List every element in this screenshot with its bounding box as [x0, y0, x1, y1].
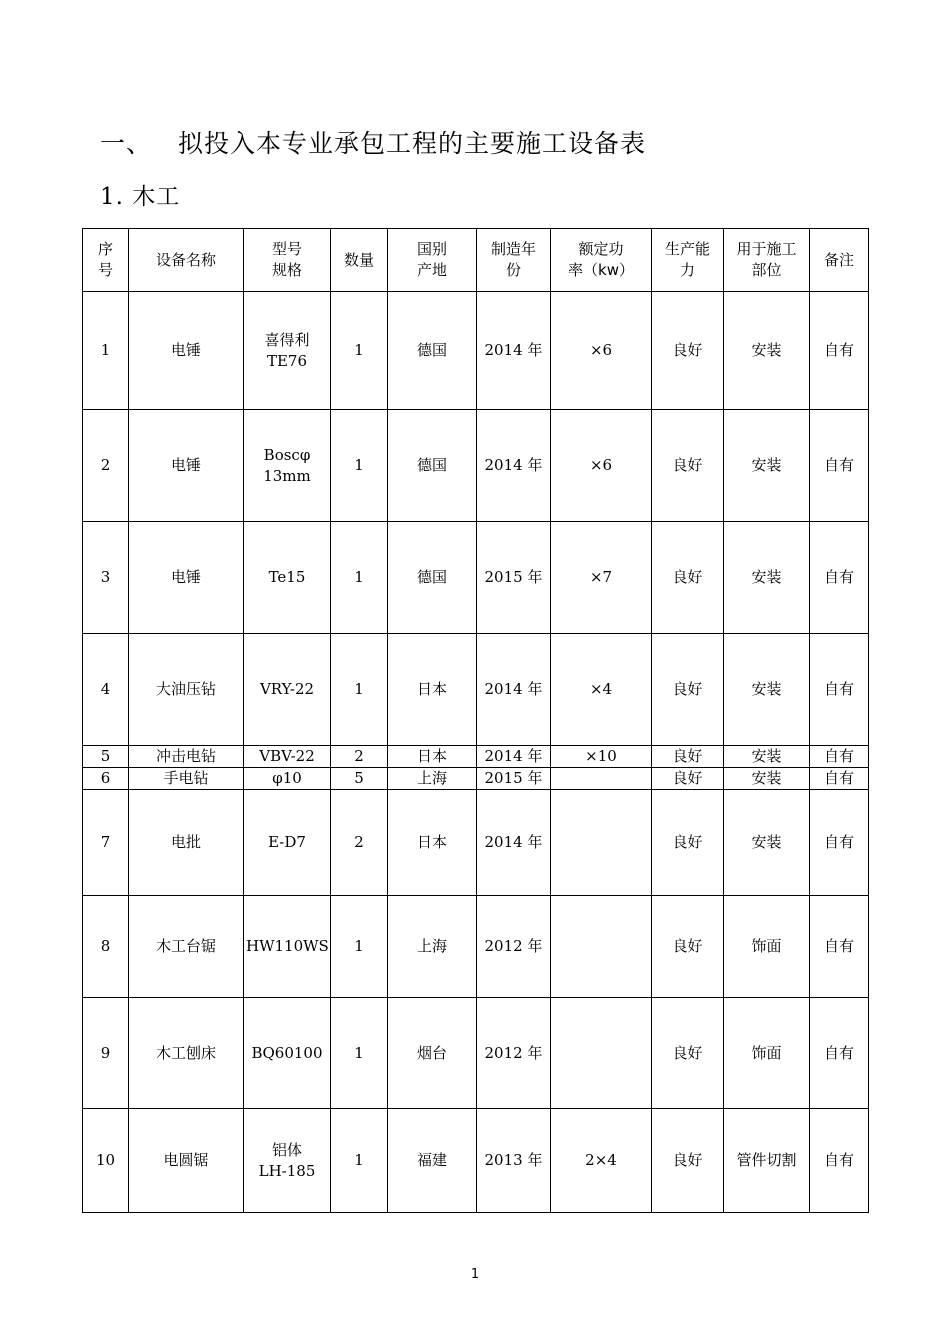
table-cell: 上海	[388, 896, 477, 998]
table-cell: 2014 年	[477, 634, 551, 746]
table-cell: 良好	[652, 522, 724, 634]
table-cell: 良好	[652, 896, 724, 998]
table-cell: ×7	[551, 522, 652, 634]
table-cell: 德国	[388, 522, 477, 634]
table-cell	[551, 998, 652, 1109]
table-cell: 自有	[810, 410, 869, 522]
page-number: 1	[470, 1267, 480, 1282]
table-cell: VRY-22	[244, 634, 331, 746]
table-cell: 6	[83, 768, 129, 790]
table-cell: 自有	[810, 790, 869, 896]
equipment-table	[82, 228, 869, 1213]
table-cell: 2	[331, 790, 388, 896]
header-cell: 用于施工 部位	[724, 229, 810, 292]
table-cell: 日本	[388, 790, 477, 896]
table-cell: 良好	[652, 768, 724, 790]
table-row	[83, 522, 869, 634]
table-cell: 电圆锯	[129, 1109, 244, 1213]
table-cell: 自有	[810, 896, 869, 998]
table-cell: 1	[331, 292, 388, 410]
table-cell: 1	[331, 522, 388, 634]
table-cell: 自有	[810, 634, 869, 746]
table-cell: 饰面	[724, 896, 810, 998]
table-cell: 铝体 LH-185	[244, 1109, 331, 1213]
table-cell: 1	[331, 634, 388, 746]
table-cell	[551, 896, 652, 998]
table-cell: 安装	[724, 522, 810, 634]
table-cell	[551, 790, 652, 896]
table-cell	[551, 768, 652, 790]
table-cell: 5	[83, 746, 129, 768]
table-cell: 良好	[652, 998, 724, 1109]
table-cell: ×10	[551, 746, 652, 768]
section-title: 拟投入本专业承包工程的主要施工设备表	[178, 129, 647, 158]
table-cell: 安装	[724, 292, 810, 410]
table-cell: 德国	[388, 410, 477, 522]
table-cell: 自有	[810, 292, 869, 410]
header-cell: 国别 产地	[388, 229, 477, 292]
table-cell: ×6	[551, 410, 652, 522]
table-cell: 良好	[652, 292, 724, 410]
table-cell: 自有	[810, 746, 869, 768]
table-cell: ×4	[551, 634, 652, 746]
table-cell: 自有	[810, 522, 869, 634]
table-row	[83, 410, 869, 522]
table-cell: 良好	[652, 1109, 724, 1213]
table-cell: 德国	[388, 292, 477, 410]
table-cell: 2	[83, 410, 129, 522]
table-cell: 电锤	[129, 292, 244, 410]
table-header-row	[83, 229, 869, 292]
table-cell: 良好	[652, 410, 724, 522]
table-cell: 福建	[388, 1109, 477, 1213]
table-row	[83, 1109, 869, 1213]
table-cell: 2012 年	[477, 896, 551, 998]
table-cell: 饰面	[724, 998, 810, 1109]
table-cell: 良好	[652, 790, 724, 896]
table-cell: 电锤	[129, 522, 244, 634]
subsection-heading: 1. 木工	[100, 184, 181, 210]
table-cell: 日本	[388, 634, 477, 746]
table-cell: 2014 年	[477, 790, 551, 896]
table-cell: 良好	[652, 746, 724, 768]
table-cell: 电锤	[129, 410, 244, 522]
table-cell: 烟台	[388, 998, 477, 1109]
table-cell: 木工刨床	[129, 998, 244, 1109]
table-cell: 9	[83, 998, 129, 1109]
table-cell: 2012 年	[477, 998, 551, 1109]
table-cell: 木工台锯	[129, 896, 244, 998]
table-cell: BQ60100	[244, 998, 331, 1109]
table-cell: 管件切割	[724, 1109, 810, 1213]
table-cell: 4	[83, 634, 129, 746]
table-cell: φ10	[244, 768, 331, 790]
section-number: 一、	[100, 129, 153, 158]
table-cell: 大油压钻	[129, 634, 244, 746]
header-cell: 数量	[331, 229, 388, 292]
header-cell: 设备名称	[129, 229, 244, 292]
header-cell: 序 号	[83, 229, 129, 292]
table-cell: 冲击电钻	[129, 746, 244, 768]
table-cell: HW110WS	[244, 896, 331, 998]
table-cell: 安装	[724, 634, 810, 746]
table-cell: 2014 年	[477, 410, 551, 522]
table-cell: 上海	[388, 768, 477, 790]
table-row	[83, 998, 869, 1109]
header-cell: 型号 规格	[244, 229, 331, 292]
table-cell: 2014 年	[477, 746, 551, 768]
table-row	[83, 768, 869, 790]
table-cell: 2×4	[551, 1109, 652, 1213]
table-row	[83, 746, 869, 768]
table-cell: 电批	[129, 790, 244, 896]
table-cell: 自有	[810, 1109, 869, 1213]
table-cell: 2015 年	[477, 768, 551, 790]
table-cell: 安装	[724, 746, 810, 768]
table-cell: 1	[331, 998, 388, 1109]
table-cell: VBV-22	[244, 746, 331, 768]
table-cell: Boscφ 13mm	[244, 410, 331, 522]
table-cell: 自有	[810, 768, 869, 790]
table-cell: 自有	[810, 998, 869, 1109]
table-cell: ×6	[551, 292, 652, 410]
header-cell: 生产能 力	[652, 229, 724, 292]
table-cell: 1	[331, 1109, 388, 1213]
table-cell: 1	[83, 292, 129, 410]
header-cell: 制造年 份	[477, 229, 551, 292]
table-row	[83, 634, 869, 746]
table-cell: 3	[83, 522, 129, 634]
table-row	[83, 790, 869, 896]
table-cell: 5	[331, 768, 388, 790]
table-cell: E-D7	[244, 790, 331, 896]
table-cell: 手电钻	[129, 768, 244, 790]
table-row	[83, 292, 869, 410]
table-cell: 2015 年	[477, 522, 551, 634]
header-cell: 额定功 率（kw）	[551, 229, 652, 292]
table-cell: 2013 年	[477, 1109, 551, 1213]
table-cell: 日本	[388, 746, 477, 768]
table-cell: 安装	[724, 768, 810, 790]
table-cell: 1	[331, 410, 388, 522]
header-cell: 备注	[810, 229, 869, 292]
table-cell: 喜得利 TE76	[244, 292, 331, 410]
table-cell: 安装	[724, 790, 810, 896]
table-cell: 安装	[724, 410, 810, 522]
table-cell: 2	[331, 746, 388, 768]
table-cell: 10	[83, 1109, 129, 1213]
table-cell: Te15	[244, 522, 331, 634]
table-cell: 1	[331, 896, 388, 998]
table-cell: 7	[83, 790, 129, 896]
table-row	[83, 896, 869, 998]
table-cell: 8	[83, 896, 129, 998]
section-heading	[100, 124, 646, 160]
table-cell: 2014 年	[477, 292, 551, 410]
table-cell: 良好	[652, 634, 724, 746]
